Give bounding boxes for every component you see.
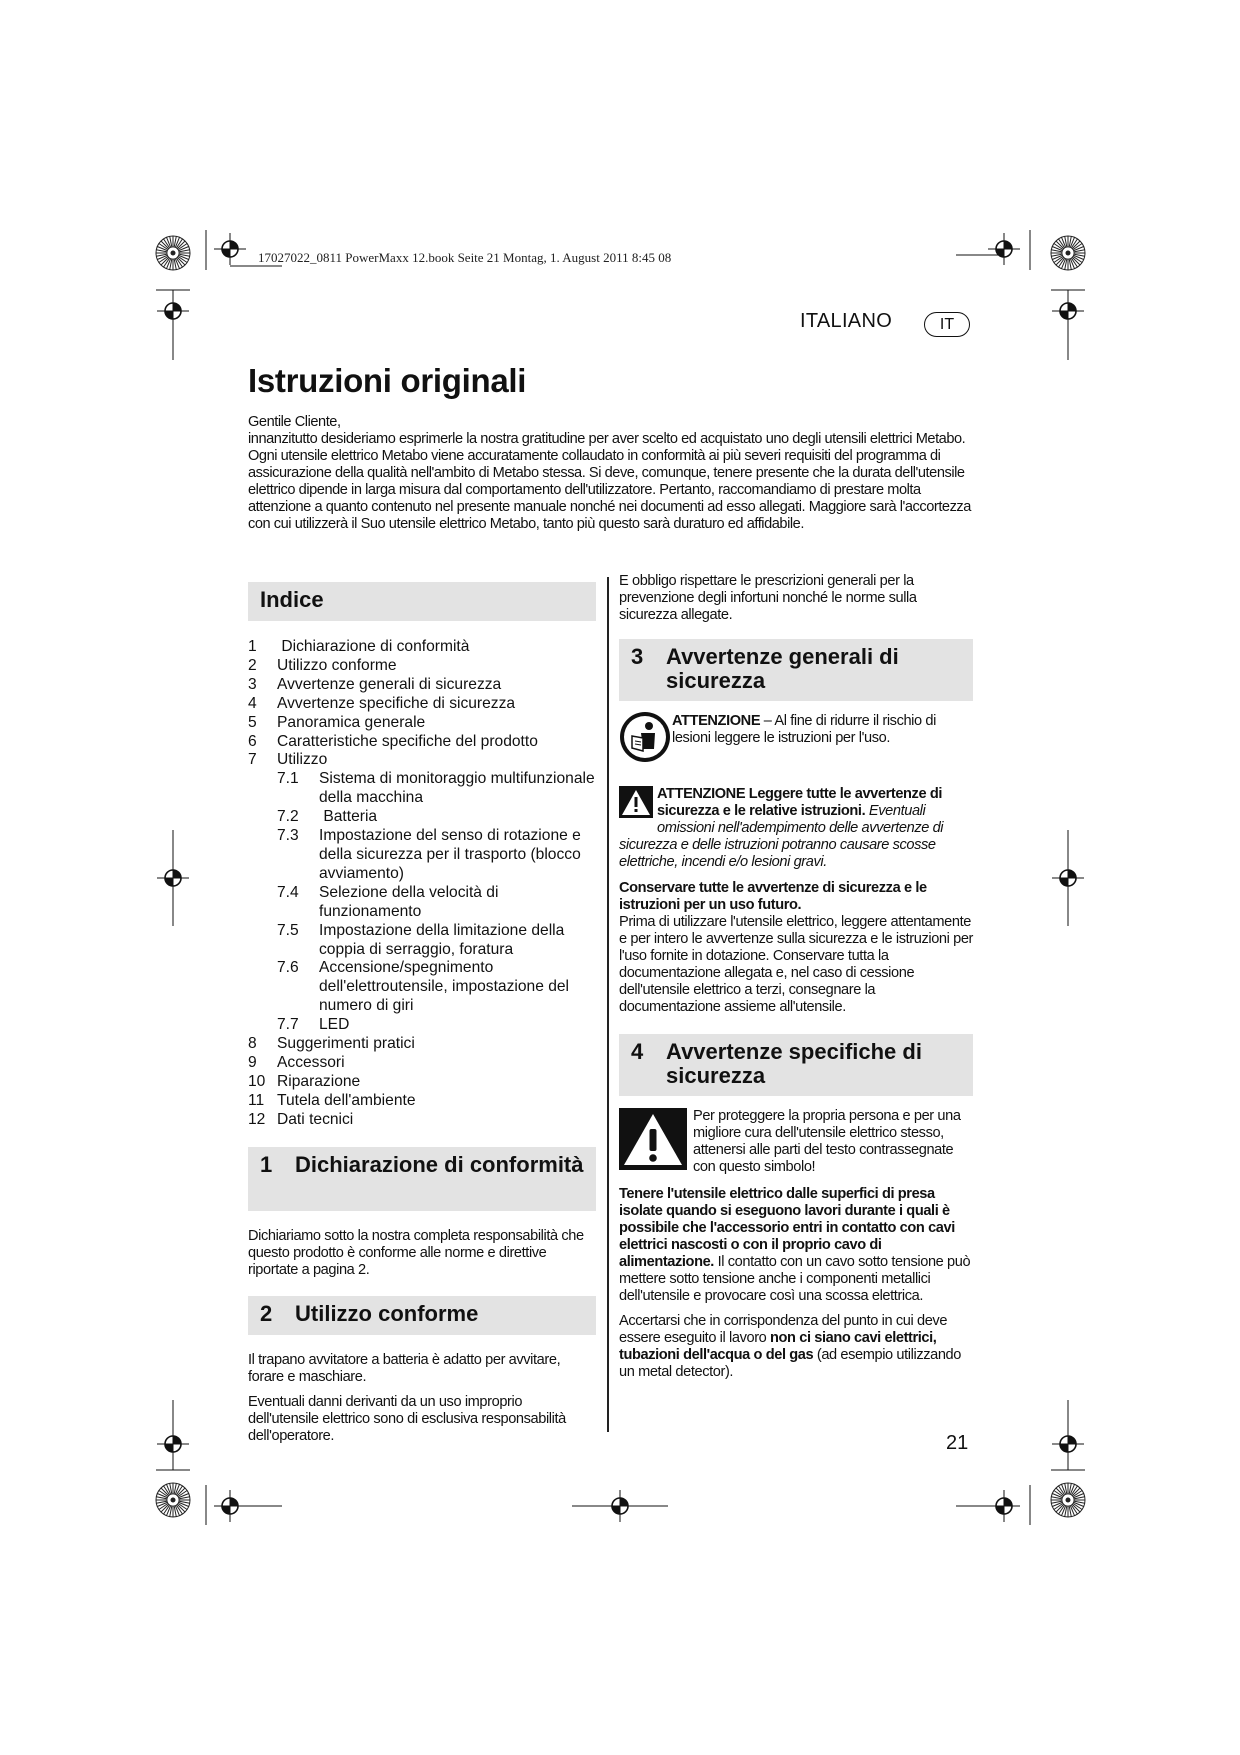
toc-item-title: Sistema di monitoraggio multifunzionale della macchina bbox=[319, 770, 599, 807]
toc-item-title: Dati tecnici bbox=[277, 1110, 354, 1128]
toc-item-title: Avvertenze specifiche di sicurezza bbox=[277, 694, 516, 712]
toc-item-number: 10 bbox=[248, 1072, 266, 1090]
read-manual-text bbox=[671, 713, 973, 747]
hidden-cables-warning bbox=[619, 1313, 973, 1381]
right-column bbox=[619, 573, 973, 1381]
toc-item-number: 7 bbox=[248, 751, 257, 769]
section-number: 4 bbox=[631, 1039, 644, 1064]
toc-item-title: Impostazione del senso di rotazione e della sicurezza per il trasporto (blocco avviamento) bbox=[319, 827, 586, 882]
toc-item-title: Dichiarazione di conformità bbox=[277, 638, 470, 655]
warning-heading: ATTENZIONE Leggere tutte le avvertenze di sicurezza e le relative istruzioni. bbox=[657, 786, 942, 819]
warning-triangle-icon bbox=[619, 786, 653, 823]
toc-item bbox=[248, 884, 596, 922]
toc-item bbox=[248, 1054, 596, 1073]
toc-item bbox=[248, 1016, 596, 1035]
section-1-heading bbox=[248, 1147, 596, 1211]
warning-label: ATTENZIONE bbox=[672, 713, 761, 729]
toc-item-title: Batteria bbox=[319, 808, 378, 826]
hold-insulated-text: Il contatto con un cavo sotto tensione può mettere sotto tensione anche i componenti metallici dell'utensile e provocare così una scossa elettrica. bbox=[619, 1254, 971, 1304]
toc-item bbox=[248, 638, 596, 657]
section-number: 2 bbox=[260, 1300, 273, 1326]
hidden-cables-text: Accertarsi che in corrispondenza del punto in cui deve essere eseguito il lavoro bbox=[619, 1313, 948, 1346]
toc-item-number: 5 bbox=[248, 713, 257, 731]
keep-instructions bbox=[619, 880, 973, 1016]
language-code-badge: IT bbox=[924, 312, 970, 337]
toc-item-title: Avvertenze generali di sicurezza bbox=[277, 675, 502, 693]
toc-item-number: 7.2 bbox=[277, 808, 299, 826]
toc-item-title: Impostazione della limitazione della coppia di serraggio, foratura bbox=[319, 921, 569, 958]
hold-insulated-heading: Tenere l'utensile elettrico dalle superfici di presa isolate quando si eseguono lavori durante i quali è possibile che l'accessorio entri in contatto con cavi elettrici nascosti o con il proprio cavo di alimentazione. bbox=[619, 1186, 955, 1270]
toc-item bbox=[248, 695, 596, 714]
toc-item-number: 7.7 bbox=[277, 1016, 299, 1034]
toc-item bbox=[248, 1092, 596, 1111]
declaration-text: Dichiariamo sotto la nostra completa responsabilità che questo prodotto è conforme alle norme e direttive riportate a pagina 2. bbox=[248, 1227, 584, 1278]
toc-item-title: Selezione della velocità di funzionamento bbox=[319, 883, 503, 920]
toc-item-title: Tutela dell'ambiente bbox=[277, 1091, 416, 1109]
warning-consequence: Eventuali omissioni nell'adempimento delle avvertenze di sicurezza e delle istruzioni potranno causare scosse elettriche, incendi e/o lesioni gravi. bbox=[619, 803, 944, 870]
toc-item-title: Riparazione bbox=[277, 1072, 361, 1090]
toc-item bbox=[248, 714, 596, 733]
misuse-text: Eventuali danni derivanti da un uso improprio dell'utensile elettrico sono di esclusiva responsabilità dell'operatore. bbox=[248, 1393, 566, 1444]
toc-item-number: 7.1 bbox=[277, 770, 299, 788]
toc-item-title: Accensione/spegnimento dell'elettroutensile, impostazione del numero di giri bbox=[319, 959, 574, 1015]
section-title: Avvertenze generali di sicurezza bbox=[666, 644, 899, 693]
toc-item bbox=[248, 657, 596, 676]
general-warning bbox=[619, 786, 973, 871]
hidden-cables-example: (ad esempio utilizzando un metal detector). bbox=[619, 1347, 961, 1380]
section-2-heading bbox=[248, 1296, 596, 1335]
warning-triangle-icon bbox=[619, 1108, 687, 1175]
print-header: 17027022_0811 PowerMaxx 12.book Seite 21 Montag, 1. August 2011 8:45 08 bbox=[258, 250, 672, 265]
toc-item-title: Utilizzo conforme bbox=[277, 656, 397, 674]
toc-item-number: 7.3 bbox=[277, 827, 299, 845]
intro-section bbox=[248, 414, 973, 533]
toc-item-title: Panoramica generale bbox=[277, 713, 426, 731]
accident-prevention-text: E obbligo rispettare le prescrizioni generali per la prevenzione degli infortuni nonché le norme sulla sicurezza allegate. bbox=[619, 573, 917, 623]
toc-item bbox=[248, 751, 596, 770]
toc-item-number: 1 bbox=[248, 638, 257, 655]
toc-item-number: 3 bbox=[248, 675, 257, 693]
toc-item-title: Utilizzo bbox=[277, 751, 328, 769]
safety-symbol-note bbox=[619, 1108, 973, 1176]
toc-item bbox=[248, 733, 596, 752]
page-number: 21 bbox=[946, 1432, 969, 1454]
toc-item-number: 12 bbox=[248, 1110, 266, 1128]
keep-instructions-text: Prima di utilizzare l'utensile elettrico, leggere attentamente e per intero le avvertenze sulla sicurezza e le istruzioni per l'uso fornite in dotazione. Conservare tutta la documentazione allegata e, nel caso di cessione dell'utensile elettrico a terzi, consegnare la documentazione assieme all'utensile. bbox=[619, 914, 974, 1015]
section-title: Utilizzo conforme bbox=[295, 1300, 479, 1326]
left-column bbox=[248, 582, 599, 1445]
section-number: 3 bbox=[631, 644, 644, 669]
toc-item bbox=[248, 922, 596, 960]
page-title: Istruzioni originali bbox=[248, 362, 527, 399]
toc-item-title: Caratteristiche specifiche del prodotto bbox=[277, 732, 538, 750]
toc-item-number: 4 bbox=[248, 694, 257, 712]
toc-item bbox=[248, 959, 596, 1016]
section-4-heading bbox=[619, 1034, 973, 1096]
toc-item-number: 2 bbox=[248, 656, 257, 674]
toc-item bbox=[248, 1073, 596, 1092]
index-heading-text: Indice bbox=[260, 587, 324, 612]
read-manual-icon bbox=[619, 711, 671, 768]
table-of-contents bbox=[248, 638, 599, 1130]
toc-item-number: 11 bbox=[248, 1091, 265, 1109]
hold-insulated-warning bbox=[619, 1186, 973, 1305]
warning-body: – Al fine di ridurre il rischio di lesioni leggere le istruzioni per l'uso. bbox=[672, 713, 936, 746]
index-heading bbox=[248, 582, 596, 621]
section-title: Dichiarazione di conformità bbox=[295, 1151, 584, 1177]
toc-item bbox=[248, 808, 596, 827]
toc-item-title: Accessori bbox=[277, 1053, 345, 1071]
toc-item bbox=[248, 1035, 596, 1054]
toc-item-number: 7.4 bbox=[277, 883, 299, 901]
hidden-cables-emphasis: non ci siano cavi elettrici, tubazioni dell'acqua o del gas bbox=[619, 1330, 937, 1363]
language-label: ITALIANO bbox=[800, 310, 893, 332]
toc-item-number: 6 bbox=[248, 732, 257, 750]
intro-greeting: Gentile Cliente, bbox=[248, 414, 341, 430]
section-title: Avvertenze specifiche di sicurezza bbox=[666, 1039, 922, 1088]
section-number: 1 bbox=[260, 1151, 273, 1177]
column-divider bbox=[607, 577, 609, 1432]
section-3-heading bbox=[619, 639, 973, 701]
read-manual-note bbox=[619, 711, 973, 768]
toc-item bbox=[248, 676, 596, 695]
intro-paragraph: innanzitutto desideriamo esprimerle la nostra gratitudine per aver scelto ed acquistato uno degli utensili elettrici Metabo. Ogni utensile elettrico Metabo viene accuratamente collaudato in conformità ai più severi requisiti del programma di assicurazione della qualità nell'ambito di Metabo stessa. Si deve, comunque, tenere presente che la durata dell'utensile elettrico dipende in larga misura dal comportamento dell'utilizzatore. Pertanto, raccomandiamo di prestare molta attenzione a quanto contenuto nel presente manuale nonché nei documenti ad esso allegati. Maggiore sarà l'accortezza con cui utilizzerà il Suo utensile elettrico Metabo, tanto più questo sarà duraturo ed affidabile. bbox=[248, 431, 971, 532]
toc-item-number: 8 bbox=[248, 1035, 257, 1053]
toc-item-number: 7.5 bbox=[277, 921, 299, 939]
toc-item bbox=[248, 827, 596, 884]
safety-symbol-text: Per proteggere la propria persona e per una migliore cura dell'utensile elettrico stesso, attenersi alle parti del testo contrassegnate con questo simbolo! bbox=[693, 1108, 961, 1175]
toc-item-number: 7.6 bbox=[277, 959, 299, 977]
language-indicator bbox=[800, 310, 970, 340]
keep-instructions-heading: Conservare tutte le avvertenze di sicurezza e le istruzioni per un uso futuro. bbox=[619, 880, 927, 913]
toc-item-number: 9 bbox=[248, 1053, 257, 1071]
toc-item-title: Suggerimenti pratici bbox=[277, 1035, 415, 1053]
toc-item-title: LED bbox=[319, 1016, 350, 1034]
toc-item bbox=[248, 1111, 596, 1130]
toc-item bbox=[248, 770, 599, 808]
intended-use-text: Il trapano avvitatore a batteria è adatto per avvitare, forare e maschiare. bbox=[248, 1351, 561, 1385]
